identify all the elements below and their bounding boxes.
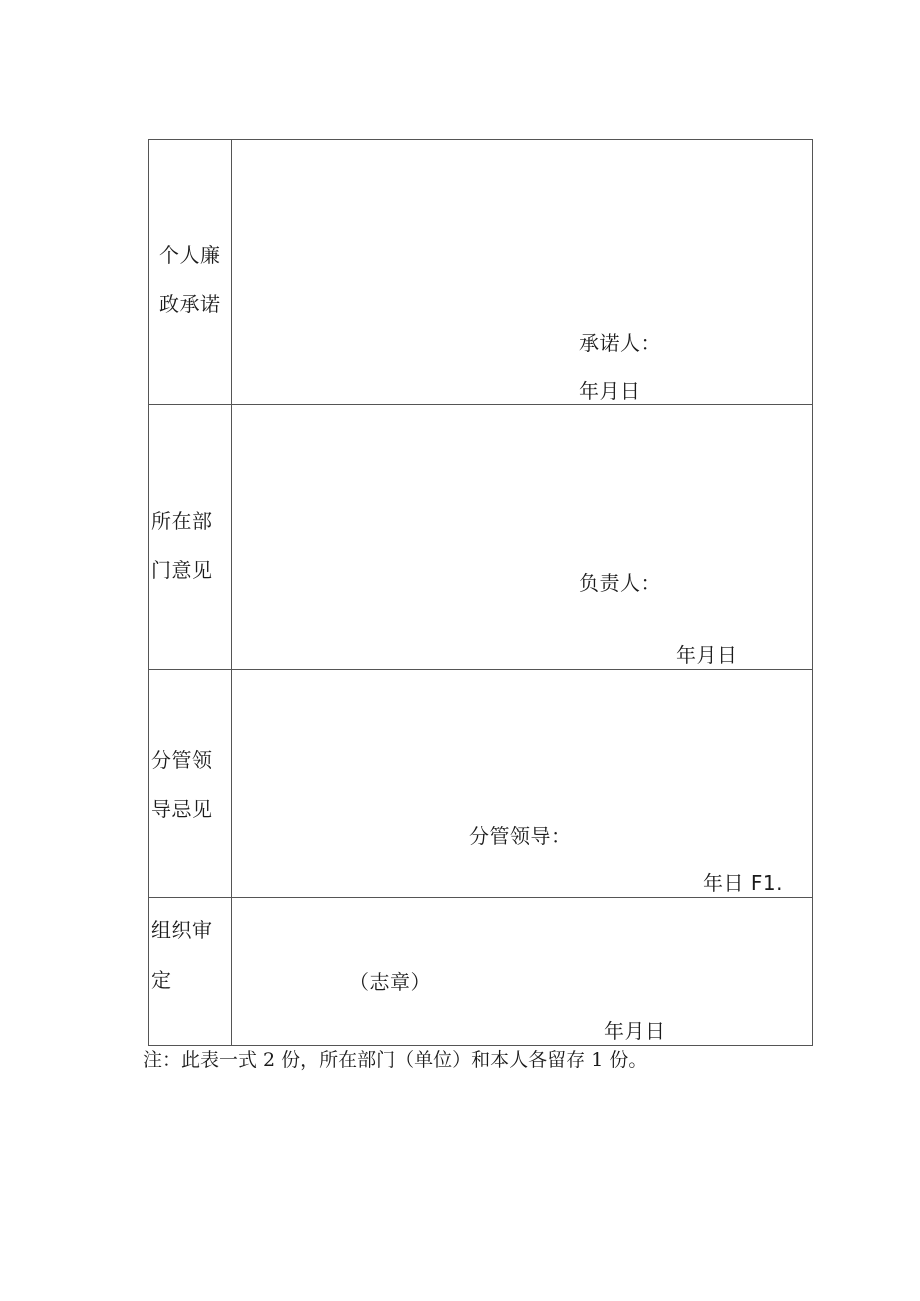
row-leader-opinion [149, 670, 812, 898]
row-label-line1: 所在部 [151, 509, 213, 533]
date-label: 年月日 [604, 1019, 666, 1043]
label-cell-personal-commitment [149, 140, 232, 404]
content-cell-organization-approval[interactable] [232, 898, 812, 1045]
date-label: 年日 F1. [703, 871, 783, 895]
date-label: 年月日 [676, 643, 738, 667]
content-cell-personal-commitment[interactable] [232, 140, 812, 404]
row-personal-commitment [149, 140, 812, 405]
row-label-line2: 定 [151, 968, 172, 992]
content-cell-department-opinion[interactable] [232, 405, 812, 669]
form-footnote: 注：此表一式 2 份，所在部门（单位）和本人各留存 1 份。 [143, 1049, 648, 1071]
seal-label: （志章） [349, 970, 431, 994]
signer-label: 负责人： [579, 571, 661, 595]
label-cell-department-opinion [149, 405, 232, 669]
row-label-line1: 组织审 [151, 918, 213, 942]
row-label-line1: 个人廉 [159, 243, 221, 267]
commitment-form-table [148, 139, 813, 1046]
signer-label: 分管领导： [469, 824, 572, 848]
row-label-line2: 政承诺 [159, 292, 221, 316]
row-organization-approval [149, 898, 812, 1045]
content-cell-leader-opinion[interactable] [232, 670, 812, 897]
row-label-line2: 导忌见 [151, 797, 213, 821]
label-cell-leader-opinion [149, 670, 232, 897]
signer-label: 承诺人： [579, 331, 661, 355]
date-label: 年月日 [579, 379, 641, 403]
row-label-line1: 分管领 [151, 748, 213, 772]
row-department-opinion [149, 405, 812, 670]
row-label-line2: 门意见 [151, 558, 213, 582]
label-cell-organization-approval [149, 898, 232, 1045]
